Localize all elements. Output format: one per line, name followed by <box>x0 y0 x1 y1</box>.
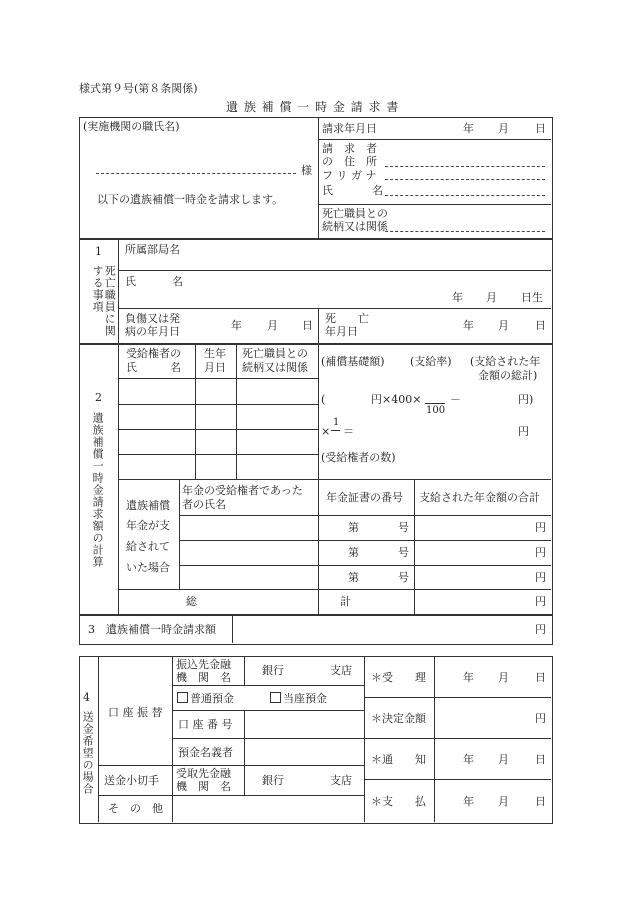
calc-denominator: 100 <box>426 405 446 416</box>
relation-label-2: 続柄又は関係 <box>322 220 388 233</box>
current-deposit-label: 当座預金 <box>283 692 327 705</box>
calc-yen: 円 <box>518 425 529 438</box>
calc-base: (補償基礎額) <box>321 355 385 368</box>
office-decided-yen: 円 <box>535 712 546 725</box>
form-title: 遺 族 補 償 一 時 金 請 求 書 <box>226 100 400 114</box>
section3-yen: 円 <box>535 623 546 636</box>
injury-label-1: 負傷又は発 <box>125 312 180 325</box>
cert-go-1: 号 <box>398 521 409 534</box>
account-number-label: 口 座 番 号 <box>178 718 233 731</box>
office-notified-day: 日 <box>535 753 546 766</box>
office-paid-year: 年 <box>463 795 474 808</box>
total-label-1: 総 <box>186 595 197 608</box>
section3-label: 3 遺族補償一時金請求額 <box>88 623 216 636</box>
cert-dai-3: 第 <box>348 571 359 584</box>
calc-times: × <box>321 425 331 438</box>
receive-bank-label-2: 機 関 名 <box>176 780 231 793</box>
total-yen: 円 <box>535 595 546 608</box>
office-paid-label: ＊支 払 <box>371 795 426 808</box>
section4-number: 4 <box>83 691 90 704</box>
cert-dai-2: 第 <box>348 546 359 559</box>
ordinary-deposit-label: 普通預金 <box>190 692 234 705</box>
cert-go-2: 号 <box>398 546 409 559</box>
receive-branch-suffix: 支店 <box>330 774 352 787</box>
other-label: そ の 他 <box>108 802 163 815</box>
death-month: 月 <box>498 319 509 332</box>
birth-year: 年 <box>452 291 463 304</box>
section4-label: 送金希望の場合 <box>81 711 95 795</box>
pension-label-3: 給されて <box>126 540 170 553</box>
claimant-label: 請 求 者 <box>322 142 377 155</box>
death-year: 年 <box>463 319 474 332</box>
institution-label: (実施機関の職氏名) <box>83 120 180 133</box>
office-notified-label: ＊通 知 <box>371 753 426 766</box>
office-paid-month: 月 <box>498 795 509 808</box>
request-month: 月 <box>498 122 509 135</box>
section1-number: 1 <box>95 245 102 258</box>
cert-dai-1: 第 <box>348 521 359 534</box>
transfer-branch-suffix: 支店 <box>330 664 352 677</box>
office-notified-month: 月 <box>498 753 509 766</box>
account-holder-label: 預金名義者 <box>178 746 233 759</box>
ordinary-deposit-option[interactable] <box>177 692 234 704</box>
calc-rate: (支給率) <box>410 355 452 368</box>
calc-paid-1: (支給された年 <box>470 355 541 368</box>
calc-one: 1 <box>333 417 340 428</box>
calc-open: ( <box>321 393 326 406</box>
pension-label-1: 遺族補償 <box>126 499 170 512</box>
request-date-label: 請求年月日 <box>322 122 377 135</box>
calc-equals: ＝ <box>343 425 354 438</box>
office-paid-day: 日 <box>535 795 546 808</box>
death-day: 日 <box>535 319 546 332</box>
birth-month: 月 <box>486 291 497 304</box>
pension-name-1: 年金の受給権者であった <box>182 484 303 497</box>
injury-year: 年 <box>231 319 242 332</box>
section4-block <box>79 656 553 824</box>
request-year: 年 <box>463 122 474 135</box>
transfer-bank-suffix: 銀行 <box>262 664 284 677</box>
birth-day: 日生 <box>521 291 543 304</box>
total-label-2: 計 <box>340 595 351 608</box>
cert-number-header: 年金証書の番号 <box>326 491 403 504</box>
money-order-label: 送金小切手 <box>104 774 159 787</box>
receive-bank-suffix: 銀行 <box>262 774 284 787</box>
request-day: 日 <box>535 122 546 135</box>
office-received-label: ＊受 理 <box>371 671 426 684</box>
injury-month: 月 <box>267 319 278 332</box>
calc-formula: 円×400× <box>371 393 422 406</box>
transfer-bank-label-1: 振込先金融 <box>176 658 231 671</box>
account-transfer-label: 口 座 振 替 <box>108 706 163 719</box>
death-label-1: 死 亡 <box>325 312 369 325</box>
col-beneficiary-2: 氏 名 <box>126 361 181 374</box>
cert-go-3: 号 <box>398 571 409 584</box>
form-number: 様式第９号(第８条関係) <box>79 82 198 95</box>
office-received-day: 日 <box>535 671 546 684</box>
calc-count: (受給権者の数) <box>321 451 396 464</box>
sama-label: 様 <box>301 164 312 177</box>
department-label: 所属部局名 <box>125 243 180 256</box>
deceased-name-label-1: 氏 <box>125 275 136 288</box>
office-notified-year: 年 <box>463 753 474 766</box>
calc-paid-2: 金額の総計) <box>478 369 538 382</box>
col-relation-2: 続柄又は関係 <box>242 361 308 374</box>
pension-label-2: 年金が支 <box>126 519 170 532</box>
furigana-label: フ リ ガ ナ <box>322 169 377 182</box>
paid-yen-1: 円 <box>535 521 546 534</box>
paid-yen-2: 円 <box>535 546 546 559</box>
section2-label: 遺族補償一時金請求額の計算 <box>91 412 105 568</box>
receive-bank-label-1: 受取先金融 <box>176 767 231 780</box>
col-birth-2: 月日 <box>204 361 226 374</box>
relation-label-1: 死亡職員との <box>322 207 388 220</box>
calc-minus: － <box>450 393 461 406</box>
office-received-year: 年 <box>463 671 474 684</box>
request-statement: 以下の遺族補償一時金を請求します。 <box>97 193 284 206</box>
total-paid-header: 支給された年金額の合計 <box>419 491 540 504</box>
transfer-bank-label-2: 機 関 名 <box>176 671 231 684</box>
ordinary-deposit-checkbox[interactable] <box>177 692 188 703</box>
col-relation-1: 死亡職員との <box>242 347 308 360</box>
injury-label-2: 病の年月日 <box>125 325 180 338</box>
pension-label-4: いた場合 <box>126 561 170 574</box>
claimant-name-label-2: 名 <box>372 184 383 197</box>
office-received-month: 月 <box>498 671 509 684</box>
current-deposit-option[interactable] <box>270 692 327 704</box>
deceased-name-label-2: 名 <box>172 275 183 288</box>
pension-name-2: 者の氏名 <box>182 498 226 511</box>
injury-day: 日 <box>302 319 313 332</box>
current-deposit-checkbox[interactable] <box>270 692 281 703</box>
paid-yen-3: 円 <box>535 571 546 584</box>
office-decided-label: ＊決定金額 <box>371 712 426 725</box>
col-beneficiary-1: 受給権者の <box>126 347 181 360</box>
claimant-name-label-1: 氏 <box>322 184 333 197</box>
col-birth-1: 生年 <box>204 347 226 360</box>
death-label-2: 年月日 <box>325 325 358 338</box>
section1-label: 死亡職員に関する事項 <box>91 265 117 337</box>
address-label: の 住 所 <box>322 155 377 168</box>
calc-yen-close: 円) <box>518 393 534 406</box>
section2-number: 2 <box>95 391 102 404</box>
